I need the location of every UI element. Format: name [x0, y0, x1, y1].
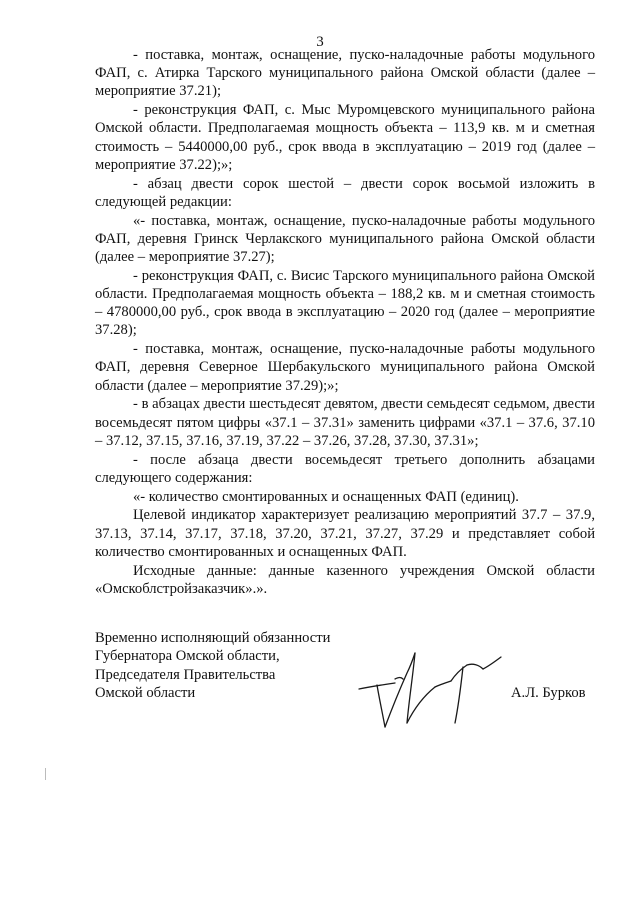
paragraph: - реконструкция ФАП, с. Мыс Муромцевского муниципального района Омской области. Предполагаемая мощность объекта – 113,9 кв. м и сметная стоимость – 5440000,00 руб., срок ввода в эксплуатацию – 2019 год (далее – мероприятие 37.22);»;	[95, 102, 595, 173]
handwritten-signature	[355, 645, 510, 740]
paragraph: - поставка, монтаж, оснащение, пуско-наладочные работы модульного ФАП, деревня Северное Шербакульского муниципального района Омской области (далее – мероприятие 37.29);»;	[95, 341, 595, 394]
paragraph: - абзац двести сорок шестой – двести сорок восьмой изложить в следующей редакции:	[95, 175, 595, 210]
paragraph: - в абзацах двести шестьдесят девятом, двести семьдесят седьмом, двести восемьдесят пятом цифры «37.1 – 37.31» заменить цифрами «37.1 – 37.6, 37.10 – 37.12, 37.15, 37.16, 37.19, 37.22 – 37.26, 37.28, 37.30, 37.31»;	[95, 396, 595, 449]
signatory-title-line: Временно исполняющий обязанности	[95, 630, 331, 646]
signer-name: А.Л. Бурков	[511, 685, 586, 701]
document-body	[95, 46, 595, 598]
paragraph: - реконструкция ФАП, с. Висис Тарского муниципального района Омской области. Предполагаемая мощность объекта – 188,2 кв. м и сметная стоимость – 4780000,00 руб., срок ввода в эксплуатацию – 2020 год (далее – мероприятие 37.28);	[95, 267, 595, 339]
margin-mark	[45, 768, 46, 780]
paragraph: Целевой индикатор характеризует реализацию мероприятий 37.7 – 37.9, 37.13, 37.14, 37.17, 37.18, 37.20, 37.21, 37.27, 37.29 и представляет собой количество смонтированных и оснащенных ФАП.	[95, 507, 595, 560]
paragraph: - после абзаца двести восемьдесят третьего дополнить абзацами следующего содержания:	[95, 451, 595, 486]
page-number: 3	[316, 34, 324, 50]
paragraph: - поставка, монтаж, оснащение, пуско-наладочные работы модульного ФАП, с. Атирка Тарского муниципального района Омской области (далее – мероприятие 37.21);	[95, 47, 595, 100]
paragraph: «- количество смонтированных и оснащенных ФАП (единиц).	[133, 488, 519, 505]
paragraph: «- поставка, монтаж, оснащение, пуско-наладочные работы модульного ФАП, деревня Гринск Черлакского муниципального района Омской области (далее – мероприятие 37.27);	[95, 212, 595, 266]
signatory-title-line: Губернатора Омской области,	[95, 648, 280, 665]
signatory-title	[95, 629, 330, 703]
paragraph: Исходные данные: данные казенного учреждения Омской области «Омскоблстройзаказчик».».	[95, 562, 595, 597]
signatory-title-line: Председателя Правительства	[95, 666, 276, 683]
signatory-title-line: Омской области	[95, 685, 196, 702]
